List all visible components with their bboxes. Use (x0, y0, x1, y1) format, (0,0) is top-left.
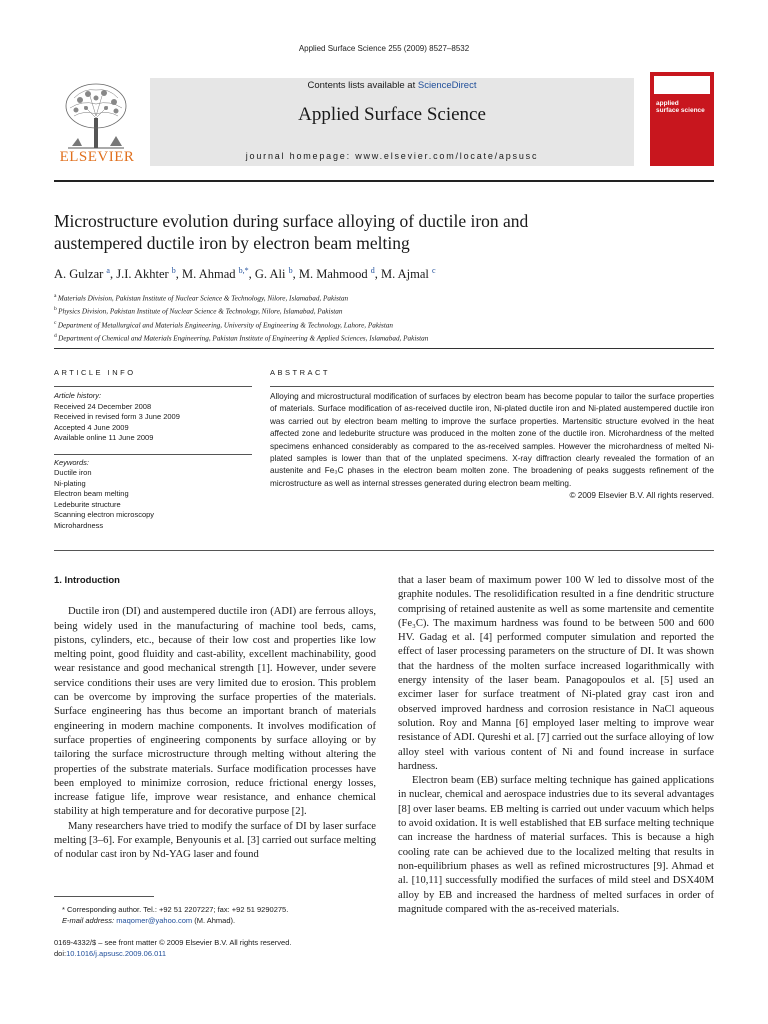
affiliation (54, 291, 714, 304)
contents-line (150, 80, 634, 91)
history-entry: Accepted 4 June 2009 (54, 422, 129, 432)
publisher-logo-text: ELSEVIER (59, 149, 135, 165)
author-affiliation-marker[interactable]: c (432, 266, 436, 275)
journal-banner (150, 78, 634, 166)
author-name: A. Gulzar (54, 267, 107, 282)
history-entry: Received 24 December 2008 (54, 401, 152, 411)
affiliation-text: Department of Chemical and Materials Engineering, Pakistan Institute of Engineering & Applied Sciences, Islamabad, Pakistan (58, 334, 429, 343)
history-entry: Available online 11 June 2009 (54, 433, 154, 442)
author-affiliation-marker[interactable]: d (370, 266, 375, 275)
email-line (62, 915, 382, 926)
affiliation (54, 318, 714, 331)
intro-paragraph-3: that a laser beam of maximum power 100 W led to dissolve most of the graphite nodules. The resolidification resulted in a fine dendritic structure comprising of retained austenite as well as some martensite and cementite (Fe₃C). The maximum hardness was found to be between 500 and 600 HV. Gadag et al. [4] performed computer simulation and reported the effect of laser processing parameters on the structure of DI. It was shown that the hardness of the molten surface increased logarithmically with energy intensity of the laser beam. Panagopoulos et al. [5] used an excimer laser for surface treatment of Ni-plated gray cast iron and observed improved hardness and corrosion resistance in NaCl aqueous solution. Roy and Manna [6] employed laser melting to improve wear resistance of ADI. Qureshi et al. [7] carried out the surface alloying of low alloy steel with various content of Ni and found increase in surface hardness. (398, 575, 714, 772)
article-info (54, 368, 252, 531)
elsevier-logo (54, 78, 140, 166)
article-info-heading: ARTICLE INFO (54, 368, 136, 377)
history-list (54, 402, 252, 444)
affiliation-text: Physics Division, Pakistan Institute of Nuclear Science & Technology, Nilore, Islamabad, Pakistan (58, 307, 343, 316)
title-line-1: Microstructure evolution during surface alloying of ductile iron and (54, 211, 529, 231)
abstract-text: Alloying and microstructural modification of surfaces by electron beam has become popular to tailor the surface properties of materials. Surface modification of as-received ductile iron, Ni-plated ductile iron and Ni-plated austempered ductile iron was carried out by electron beam melting to improve the surface properties. Martensitic structure evolved in the heat affected zone and ledeburite structure was produced in the molten zone of the ductile iron. Microhardness of the melted specimens enhanced considerably as compared to the as-received samples. However the microhardness of melted Ni-plated samples is lower than that of the unplated specimens. X-ray diffraction clearly revealed the formation of an austenite and Fe₃C phases in the electron beam molten zone. The broadening of peaks suggests refinement of the microstructure as well as internal stresses generated during electron beam melting. (270, 392, 714, 488)
keywords-label: Keywords: (54, 457, 90, 467)
keyword: Ni-plating (54, 478, 86, 488)
author-affiliation-marker[interactable]: b (171, 266, 176, 275)
author-separator: , (248, 267, 255, 282)
abstract-heading: ABSTRACT (270, 368, 331, 377)
author-name: M. Ajmal (380, 267, 433, 282)
doi-line (54, 948, 384, 959)
cover-title (656, 100, 705, 114)
body-column-right (398, 574, 714, 917)
abstract-bottom-rule (54, 550, 714, 551)
author-separator: , (292, 267, 299, 282)
keyword: Electron beam melting (54, 489, 129, 498)
cover-title-line-1: applied (656, 100, 679, 107)
affiliation-marker: d (54, 333, 59, 340)
history-label: Article history: (54, 391, 102, 400)
author-separator: , (374, 267, 381, 282)
author-name: J.I. Akhter (116, 267, 172, 282)
doi-link[interactable]: 10.1016/j.apsusc.2009.06.011 (66, 949, 167, 958)
article-info-rule (54, 386, 252, 387)
author-separator: , (175, 267, 183, 282)
abstract (270, 368, 714, 503)
abstract-copyright: © 2009 Elsevier B.V. All rights reserved. (569, 491, 714, 501)
journal-cover-thumbnail (650, 72, 714, 166)
keywords-rule (54, 454, 252, 455)
contents-prefix: Contents lists available at (307, 80, 418, 91)
intro-paragraph-2: Many researchers have tried to modify the surface of DI by laser surface melting [3–6]. For example, Benyounis et al. [3] carried out surface melting of nodular cast iron by Nd-YAG laser and found (54, 820, 376, 861)
footnote-corresponding (62, 904, 382, 926)
front-matter-info (54, 937, 384, 959)
header-rule (54, 180, 714, 182)
corresponding-author: * Corresponding author. Tel.: +92 51 2207227; fax: +92 51 9290275. (62, 905, 289, 914)
title-block-rule (54, 348, 714, 349)
email-label: E-mail address: (62, 916, 117, 925)
author-list (54, 266, 714, 282)
affiliation-text: Department of Metallurgical and Materials Engineering, University of Engineering & Technology, Lahore, Pakistan (57, 321, 394, 330)
journal-title: Applied Surface Science (298, 104, 486, 125)
article-title (54, 210, 714, 254)
affiliation-marker: a (54, 293, 58, 299)
article-history (54, 391, 252, 444)
author-affiliation-marker[interactable]: a (106, 266, 110, 275)
abstract-rule (270, 386, 714, 387)
sciencedirect-link[interactable]: ScienceDirect (417, 80, 477, 91)
author-name: M. Ahmad (182, 267, 239, 282)
author-email-link[interactable]: maqomer@yahoo.com (116, 916, 193, 925)
affiliation (54, 331, 714, 344)
history-entry: Received in revised form 3 June 2009 (54, 412, 180, 421)
affiliation (54, 304, 714, 317)
elsevier-tree-icon (54, 78, 140, 150)
cover-window (654, 76, 710, 94)
keyword: Ledeburite structure (54, 499, 121, 509)
author-separator: , (109, 267, 117, 282)
affiliation-list (54, 291, 714, 345)
body-column-left (54, 574, 376, 863)
keywords-block (54, 458, 252, 532)
journal-citation: Applied Surface Science 255 (2009) 8527–8532 (298, 44, 470, 53)
journal-homepage[interactable]: journal homepage: www.elsevier.com/locate/apsusc (245, 151, 539, 161)
footnote-rule (54, 896, 154, 897)
title-line-2: austempered ductile iron by electron beam melting (54, 233, 410, 253)
author-affiliation-marker[interactable]: b,* (238, 266, 249, 275)
doi-prefix: doi: (54, 949, 67, 958)
cover-title-line-2: surface science (656, 107, 705, 114)
keyword-list (54, 468, 252, 531)
affiliation-marker: c (54, 319, 58, 326)
keyword: Microhardness (54, 520, 104, 530)
email-suffix: (M. Ahmad). (192, 916, 236, 925)
intro-paragraph-4: Electron beam (EB) surface melting technique has gained applications in nuclear, chemical and aerospace industries due to its several advantages [8] over laser beams. EB melting is carried out under vacuum which helps to avoid oxidation. It is well established that EB surface melting technique can increase the hardness of material surfaces. This is because a high cooling rate can be achieved due to the localized melting that results in non-equilibrium phases as well as refined microstructures [9]. Ahmad et al. [10,11] successfully modified the surfaces of mild steel and DSX40M alloy by EB and increased the hardness of melted surfaces in order of magnitude compared with the as-received materials. (398, 775, 714, 915)
affiliation-text: Materials Division, Pakistan Institute of Nuclear Science & Technology, Nilore, Islamabad, Pakistan (57, 294, 349, 303)
issn-line: 0169-4332/$ – see front matter © 2009 Elsevier B.V. All rights reserved. (54, 938, 292, 947)
keyword: Scanning electron microscopy (54, 510, 155, 519)
author-affiliation-marker[interactable]: b (288, 266, 293, 275)
author-name: M. Mahmood (298, 267, 371, 282)
section-heading-introduction: 1. Introduction (54, 575, 120, 586)
affiliation-marker: b (54, 306, 59, 313)
author-name: G. Ali (254, 267, 289, 282)
intro-paragraph-1: Ductile iron (DI) and austempered ductile iron (ADI) are ferrous alloys, being widely used in the manufacturing of machine tool beds, cams, pistons, cylinders, etc., because of their low cost and properties like low melting point, good fluidity and cast-ability, excellent machinability, good wear resistance and good mechanical strength [1]. However, under severe service conditions their uses are very limited due to erosion. This problem can be overcome by improving the surface properties of the materials. Surface engineering has thus become an important branch of materials engineering in modern machine components. It involves modification of surface properties of engineering components by surface alloying or by tailoring the surface microstructure through melting without altering the properties of the substrate materials. Surface modification processes have been employed to minimize corrosion, reduce frictional energy losses, increase fatigue life, improve wear resistance, and enhance chemical stability at high temperature and for decorative purpose [2]. (54, 606, 376, 818)
keyword: Ductile iron (54, 468, 92, 477)
